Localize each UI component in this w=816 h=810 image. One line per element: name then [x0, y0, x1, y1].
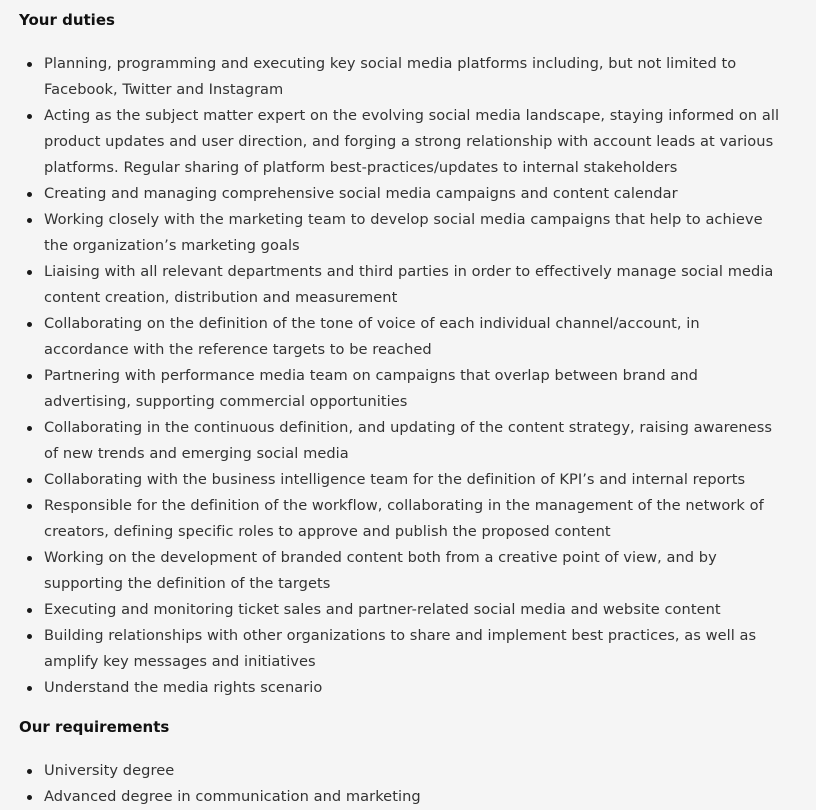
list-item-text: Collaborating on the definition of the tone of voice of each individual channel/account, in accordance with the reference targets to be reached	[44, 315, 700, 358]
bullet-icon	[27, 218, 32, 223]
list-item	[19, 623, 784, 675]
list-item-text: Collaborating with the business intelligence team for the definition of KPI’s and internal reports	[44, 471, 746, 488]
list-item	[19, 545, 784, 597]
list-item	[19, 207, 784, 259]
list-item-text: Working closely with the marketing team to develop social media campaigns that help to achieve the organization’s marketing goals	[44, 211, 763, 254]
list-item-text: Advanced degree in communication and marketing	[44, 788, 421, 805]
list-item	[19, 259, 784, 311]
requirements-list	[19, 758, 816, 810]
bullet-icon	[27, 62, 32, 67]
bullet-icon	[27, 686, 32, 691]
bullet-icon	[27, 608, 32, 613]
bullet-icon	[27, 192, 32, 197]
list-item-text: Responsible for the definition of the workflow, collaborating in the management of the network of creators, defining specific roles to approve and publish the proposed content	[44, 497, 764, 540]
bullet-icon	[27, 114, 32, 119]
list-item	[19, 597, 784, 623]
bullet-icon	[27, 270, 32, 275]
bullet-icon	[27, 795, 32, 800]
list-item-text: Collaborating in the continuous definition, and updating of the content strategy, raising awareness of new trends and emerging social media	[44, 419, 773, 462]
list-item-text: Working on the development of branded content both from a creative point of view, and by supporting the definition of the targets	[44, 549, 717, 592]
bullet-icon	[27, 634, 32, 639]
list-item-text: Understand the media rights scenario	[44, 679, 323, 696]
bullet-icon	[27, 426, 32, 431]
list-item-text: Acting as the subject matter expert on the evolving social media landscape, staying informed on all product updates and user direction, and forging a strong relationship with account leads at various platforms. Regular sharing of platform best-practices/updates to internal stakeholders	[44, 107, 780, 176]
list-item	[19, 181, 784, 207]
list-item	[19, 467, 784, 493]
bullet-icon	[27, 322, 32, 327]
bullet-icon	[27, 478, 32, 483]
list-item-text: Planning, programming and executing key social media platforms including, but not limited to Facebook, Twitter and Instagram	[44, 55, 737, 98]
duties-heading: Your duties	[19, 11, 115, 29]
list-item-text: University degree	[44, 762, 175, 779]
list-item	[19, 493, 784, 545]
list-item-text: Partnering with performance media team on campaigns that overlap between brand and advertising, supporting commercial opportunities	[44, 367, 698, 410]
bullet-icon	[27, 374, 32, 379]
list-item	[19, 363, 784, 415]
bullet-icon	[27, 504, 32, 509]
list-item-text: Executing and monitoring ticket sales and partner-related social media and website content	[44, 601, 721, 618]
list-item	[19, 784, 784, 810]
list-item	[19, 311, 784, 363]
list-item-text: Building relationships with other organizations to share and implement best practices, as well as amplify key messages and initiatives	[44, 627, 757, 670]
requirements-heading: Our requirements	[19, 718, 170, 736]
list-item	[19, 675, 784, 701]
list-item	[19, 415, 784, 467]
list-item	[19, 103, 784, 181]
bullet-icon	[27, 556, 32, 561]
list-item	[19, 51, 784, 103]
bullet-icon	[27, 769, 32, 774]
list-item	[19, 758, 784, 784]
list-item-text: Liaising with all relevant departments and third parties in order to effectively manage social media content creation, distribution and measurement	[44, 263, 774, 306]
list-item-text: Creating and managing comprehensive social media campaigns and content calendar	[44, 185, 678, 202]
duties-list	[19, 51, 816, 701]
